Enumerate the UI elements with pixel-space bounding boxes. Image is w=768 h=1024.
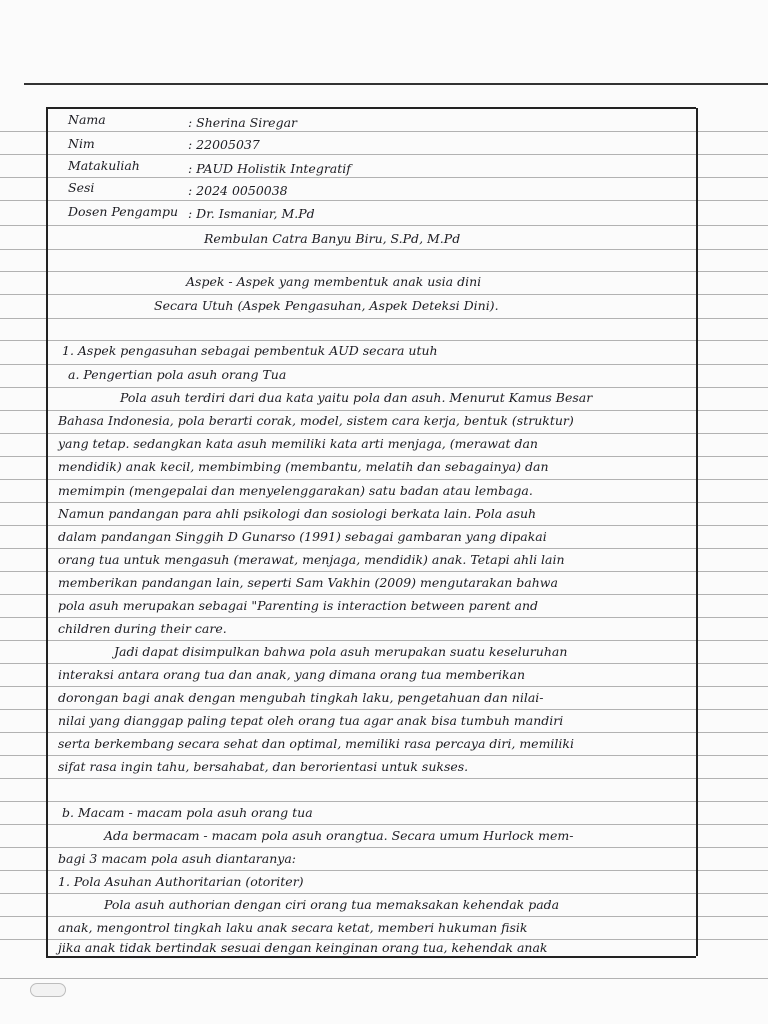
body-line: Namun pandangan para ahli psikologi dan sosiologi berkata lain. Pola asuh [58, 506, 537, 521]
frame-top-border [46, 107, 696, 109]
body-line: jika anak tidak bertindak sesuai dengan keinginan orang tua, kehendak anak [58, 940, 548, 955]
body-line: serta berkembang secara sehat dan optimal, memiliki rasa percaya diri, memiliki [58, 736, 574, 751]
body-line: bagi 3 macam pola asuh diantaranya: [58, 851, 297, 866]
body-line: children during their care. [58, 621, 227, 636]
body-line: dorongan bagi anak dengan mengubah tingkah laku, pengetahuan dan nilai- [58, 690, 544, 705]
body-line: memimpin (mengepalai dan menyelenggarakan) satu badan atau lembaga. [58, 483, 533, 498]
matakuliah-label: Matakuliah [68, 158, 140, 173]
body-line: yang tetap. sedangkan kata asuh memiliki kata arti menjaga, (merawat dan [58, 436, 538, 451]
body-line: 1. Pola Asuhan Authoritarian (otoriter) [58, 874, 304, 889]
body-line: Pola asuh terdiri dari dua kata yaitu pola dan asuh. Menurut Kamus Besar [120, 390, 593, 405]
dosen-value-1: : Dr. Ismaniar, M.Pd [188, 206, 315, 221]
sesi-value: : 2024 0050038 [188, 183, 288, 198]
body-line: orang tua untuk mengasuh (merawat, menjaga, mendidik) anak. Tetapi ahli lain [58, 552, 565, 567]
dosen-value-2: Rembulan Catra Banyu Biru, S.Pd, M.Pd [204, 231, 461, 246]
body-line: Bahasa Indonesia, pola berarti corak, model, sistem cara kerja, bentuk (struktur) [58, 413, 574, 428]
body-line: interaksi antara orang tua dan anak, yang dimana orang tua memberikan [58, 667, 526, 682]
sesi-label: Sesi [68, 180, 95, 195]
body-line: nilai yang dianggap paling tepat oleh orang tua agar anak bisa tumbuh mandiri [58, 713, 564, 728]
nim-value: : 22005037 [188, 137, 260, 152]
section1-heading: 1. Aspek pengasuhan sebagai pembentuk AUD secara utuh [62, 343, 438, 358]
page-stamp-icon [30, 983, 66, 997]
ruled-line [0, 978, 768, 979]
body-line: dalam pandangan Singgih D Gunarso (1991) sebagai gambaran yang dipakai [58, 529, 547, 544]
section-b-heading: b. Macam - macam pola asuh orang tua [62, 805, 313, 820]
frame-bottom-border [46, 956, 696, 958]
title-line-1: Aspek - Aspek yang membentuk anak usia dini [186, 274, 482, 289]
title-line-2: Secara Utuh (Aspek Pengasuhan, Aspek Deteksi Dini). [154, 298, 499, 313]
body-line: Pola asuh authorian dengan ciri orang tua memaksakan kehendak pada [104, 897, 560, 912]
matakuliah-value: : PAUD Holistik Integratif [188, 161, 351, 176]
body-line: Jadi dapat disimpulkan bahwa pola asuh merupakan suatu keseluruhan [114, 644, 568, 659]
body-line: anak, mengontrol tingkah laku anak secara ketat, memberi hukuman fisik [58, 920, 528, 935]
body-line: Ada bermacam - macam pola asuh orangtua. Secara umum Hurlock mem- [104, 828, 574, 843]
dosen-label: Dosen Pengampu [68, 204, 179, 219]
top-margin-rule [24, 83, 768, 85]
body-line: sifat rasa ingin tahu, bersahabat, dan berorientasi untuk sukses. [58, 759, 469, 774]
nama-value: : Sherina Siregar [188, 115, 298, 130]
nim-label: Nim [68, 136, 95, 151]
body-line: pola asuh merupakan sebagai "Parenting is interaction between parent and [58, 598, 539, 613]
nama-label: Nama [68, 112, 106, 127]
section1-sub-a: a. Pengertian pola asuh orang Tua [68, 367, 287, 382]
body-line: memberikan pandangan lain, seperti Sam Vakhin (2009) mengutarakan bahwa [58, 575, 558, 590]
body-line: mendidik) anak kecil, membimbing (membantu, melatih dan sebagainya) dan [58, 459, 549, 474]
